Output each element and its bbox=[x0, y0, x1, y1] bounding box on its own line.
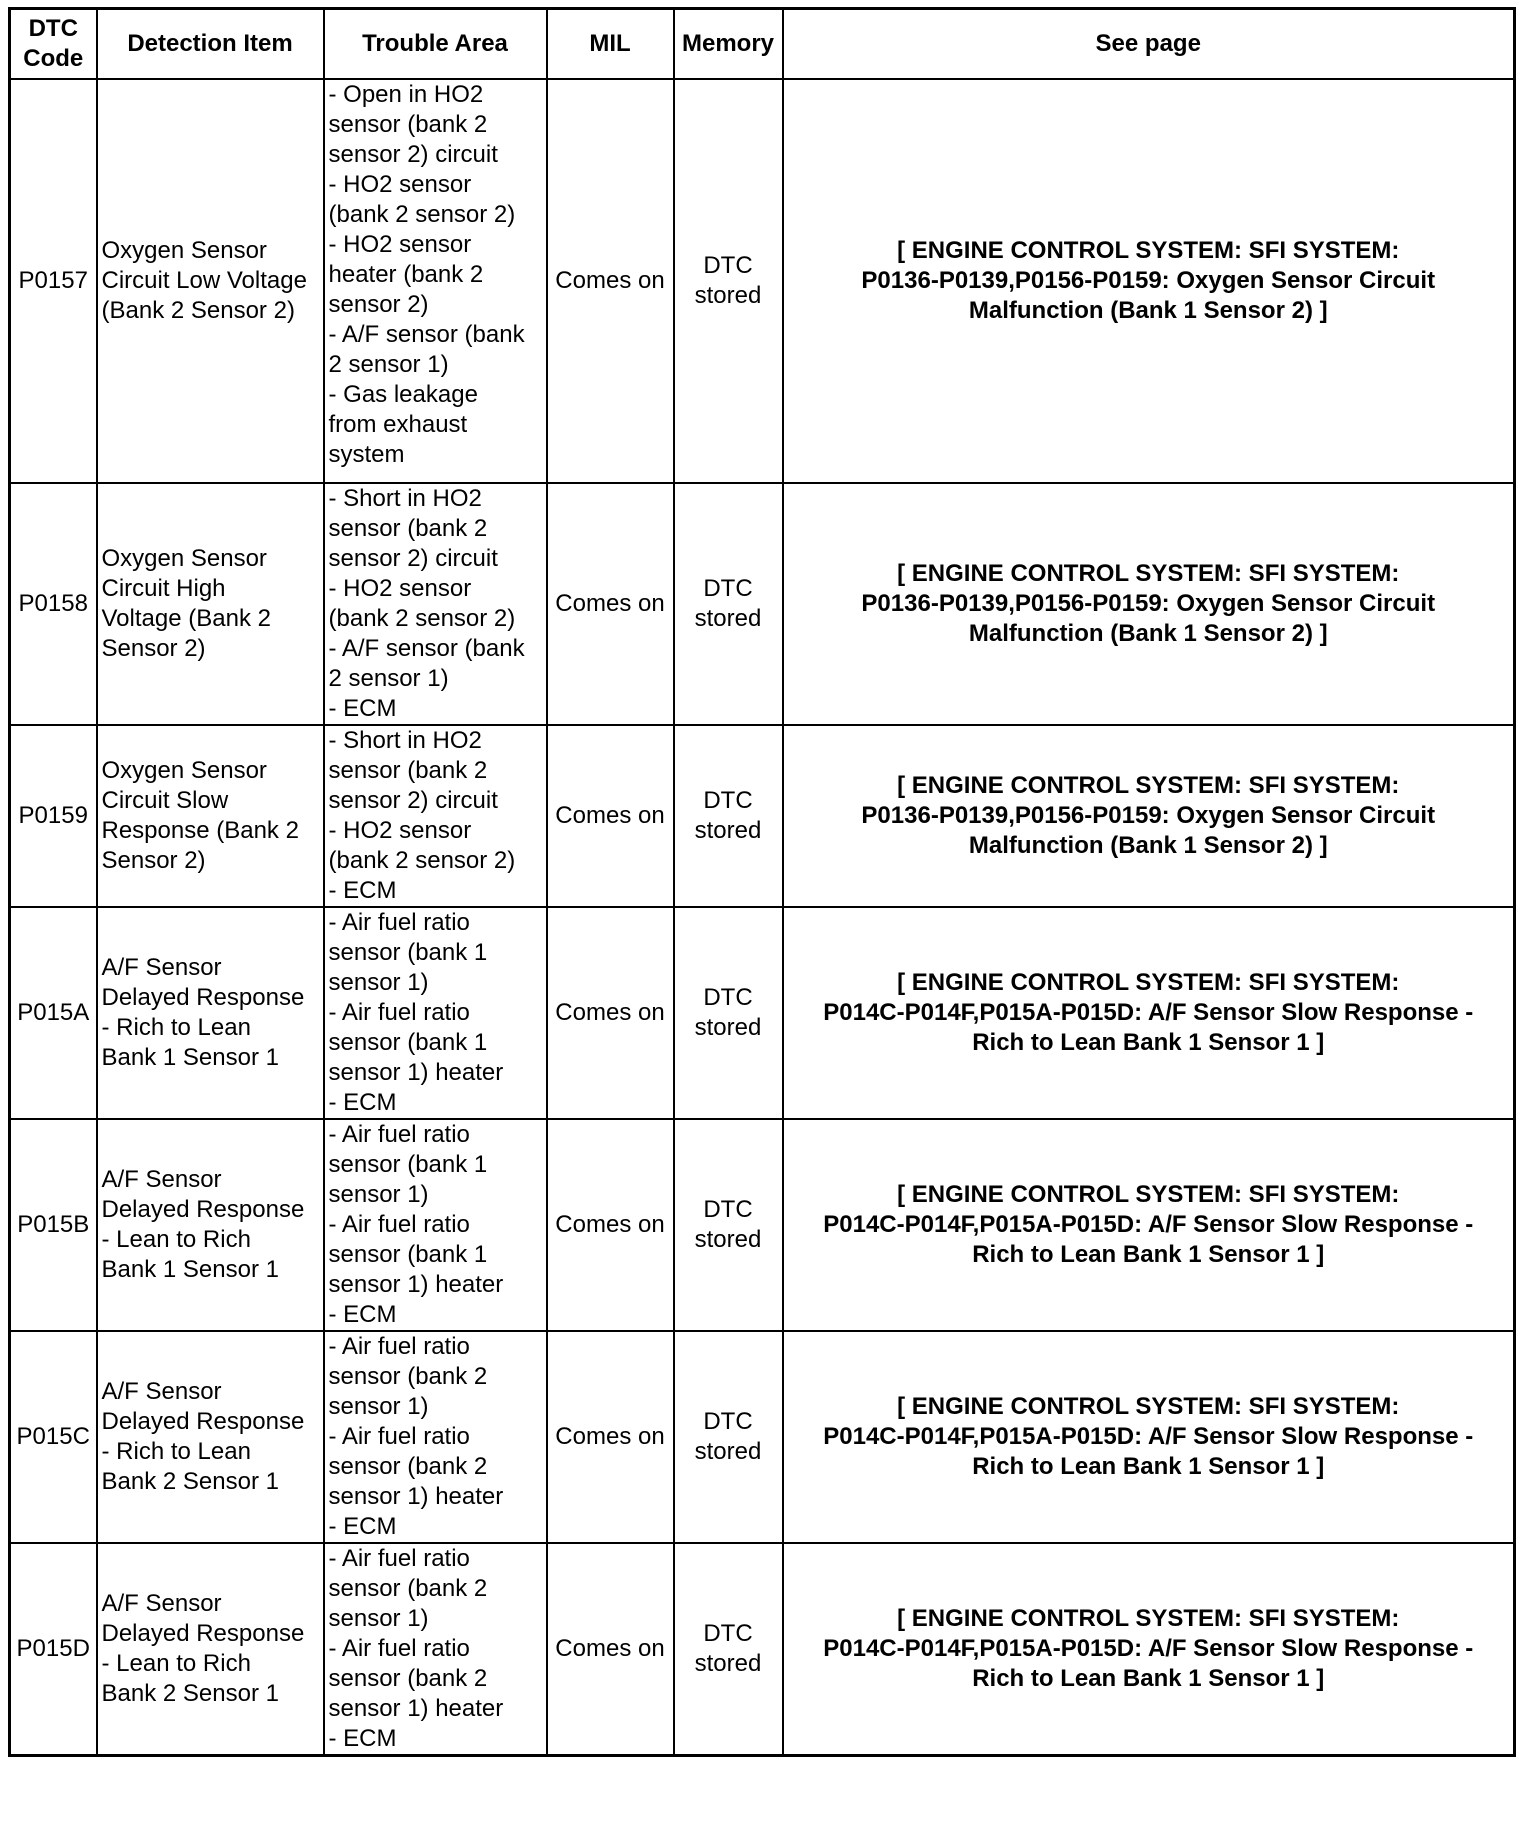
table-row bbox=[10, 1119, 1515, 1331]
trouble-area-line: sensor 1) heater bbox=[328, 1059, 504, 1086]
detection-item-line: Bank 2 Sensor 1 bbox=[101, 1468, 279, 1495]
trouble-area-line: - HO2 sensor bbox=[328, 231, 472, 258]
see-page-line: [ ENGINE CONTROL SYSTEM: SFI SYSTEM: bbox=[897, 1181, 1400, 1208]
detection-item-line: - Lean to Rich bbox=[101, 1226, 251, 1253]
dtc-code-cell: P015C bbox=[10, 1331, 97, 1543]
see-page-line: Malfunction (Bank 1 Sensor 2) ] bbox=[968, 297, 1328, 324]
trouble-area-line: - Short in HO2 bbox=[328, 727, 482, 754]
trouble-area-line: 2 sensor 1) bbox=[328, 351, 449, 378]
trouble-area-line: sensor (bank 2 bbox=[328, 757, 488, 784]
trouble-area-line: sensor 1) bbox=[328, 1181, 429, 1208]
detection-item-cell bbox=[97, 1543, 324, 1756]
detection-item-line: Voltage (Bank 2 bbox=[101, 605, 271, 632]
dtc-code-cell: P0159 bbox=[10, 725, 97, 907]
memory-cell bbox=[674, 1543, 783, 1756]
trouble-area-line: - Air fuel ratio bbox=[328, 1121, 470, 1148]
header-dtc-code bbox=[10, 9, 97, 80]
detection-item-line: Circuit High bbox=[101, 575, 226, 602]
detection-item-line: Delayed Response bbox=[101, 984, 305, 1011]
detection-item-line: - Rich to Lean bbox=[101, 1438, 251, 1465]
see-page-cell bbox=[783, 79, 1515, 483]
see-page-line: P014C-P014F,P015A-P015D: A/F Sensor Slow Response - bbox=[823, 1211, 1474, 1238]
trouble-area-line: - Open in HO2 bbox=[328, 81, 484, 108]
trouble-area-line: sensor (bank 2 bbox=[328, 1363, 488, 1390]
detection-item-line: A/F Sensor bbox=[101, 954, 222, 981]
detection-item-line: Oxygen Sensor bbox=[101, 237, 267, 264]
trouble-area-line: - A/F sensor (bank bbox=[328, 321, 525, 348]
mil-cell: Comes on bbox=[547, 725, 674, 907]
detection-item-line: Sensor 2) bbox=[101, 847, 206, 874]
see-page-line: P014C-P014F,P015A-P015D: A/F Sensor Slow Response - bbox=[823, 1635, 1474, 1662]
detection-item-line: Delayed Response bbox=[101, 1196, 305, 1223]
mil-cell: Comes on bbox=[547, 1543, 674, 1756]
see-page-line: P0136-P0139,P0156-P0159: Oxygen Sensor Circuit bbox=[861, 802, 1436, 829]
dtc-code-cell: P0157 bbox=[10, 79, 97, 483]
trouble-area-line: - Air fuel ratio bbox=[328, 1635, 470, 1662]
header-detection-item: Detection Item bbox=[97, 9, 324, 80]
memory-line: DTC bbox=[703, 1196, 753, 1223]
memory-cell bbox=[674, 1119, 783, 1331]
trouble-area-line: sensor 2) circuit bbox=[328, 141, 498, 168]
see-page-line: P014C-P014F,P015A-P015D: A/F Sensor Slow Response - bbox=[823, 999, 1474, 1026]
header-memory: Memory bbox=[674, 9, 783, 80]
header-trouble-area: Trouble Area bbox=[324, 9, 547, 80]
memory-line: stored bbox=[694, 817, 762, 844]
see-page-line: Rich to Lean Bank 1 Sensor 1 ] bbox=[972, 1453, 1325, 1480]
header-mil: MIL bbox=[547, 9, 674, 80]
header-dtc-code-line: DTC bbox=[28, 15, 78, 42]
memory-line: stored bbox=[694, 1650, 762, 1677]
table-row bbox=[10, 1331, 1515, 1543]
memory-line: DTC bbox=[703, 575, 753, 602]
trouble-area-cell bbox=[324, 1331, 547, 1543]
trouble-area-line: sensor (bank 2 bbox=[328, 111, 488, 138]
trouble-area-line: from exhaust bbox=[328, 411, 468, 438]
detection-item-line: Circuit Low Voltage bbox=[101, 267, 307, 294]
dtc-code-cell: P015D bbox=[10, 1543, 97, 1756]
trouble-area-line: - Air fuel ratio bbox=[328, 1545, 470, 1572]
memory-line: stored bbox=[694, 605, 762, 632]
detection-item-cell bbox=[97, 907, 324, 1119]
trouble-area-line: sensor 1) bbox=[328, 1393, 429, 1420]
trouble-area-line: system bbox=[328, 441, 405, 468]
memory-line: stored bbox=[694, 1226, 762, 1253]
trouble-area-line: - HO2 sensor bbox=[328, 575, 472, 602]
memory-line: DTC bbox=[703, 1620, 753, 1647]
see-page-line: Rich to Lean Bank 1 Sensor 1 ] bbox=[972, 1241, 1325, 1268]
trouble-area-line: sensor (bank 1 bbox=[328, 1029, 488, 1056]
memory-cell bbox=[674, 79, 783, 483]
trouble-area-line: (bank 2 sensor 2) bbox=[328, 847, 516, 874]
trouble-area-line: sensor (bank 1 bbox=[328, 939, 488, 966]
trouble-area-line: sensor (bank 2 bbox=[328, 1453, 488, 1480]
detection-item-cell bbox=[97, 79, 324, 483]
detection-item-cell bbox=[97, 1331, 324, 1543]
see-page-line: [ ENGINE CONTROL SYSTEM: SFI SYSTEM: bbox=[897, 560, 1400, 587]
memory-cell bbox=[674, 483, 783, 725]
trouble-area-line: sensor 1) bbox=[328, 1605, 429, 1632]
trouble-area-line: - ECM bbox=[328, 877, 397, 904]
see-page-line: P0136-P0139,P0156-P0159: Oxygen Sensor Circuit bbox=[861, 590, 1436, 617]
trouble-area-line: sensor (bank 2 bbox=[328, 1665, 488, 1692]
trouble-area-cell bbox=[324, 907, 547, 1119]
mil-cell: Comes on bbox=[547, 1119, 674, 1331]
header-see-page: See page bbox=[783, 9, 1515, 80]
trouble-area-line: - ECM bbox=[328, 1725, 397, 1752]
see-page-line: P0136-P0139,P0156-P0159: Oxygen Sensor Circuit bbox=[861, 267, 1436, 294]
trouble-area-line: sensor 2) circuit bbox=[328, 787, 498, 814]
detection-item-line: Bank 2 Sensor 1 bbox=[101, 1680, 279, 1707]
detection-item-line: Delayed Response bbox=[101, 1408, 305, 1435]
table-row bbox=[10, 79, 1515, 483]
see-page-cell bbox=[783, 725, 1515, 907]
memory-line: DTC bbox=[703, 1408, 753, 1435]
detection-item-cell bbox=[97, 483, 324, 725]
see-page-cell bbox=[783, 1543, 1515, 1756]
trouble-area-line: sensor 1) bbox=[328, 969, 429, 996]
detection-item-cell bbox=[97, 1119, 324, 1331]
dtc-code-cell: P0158 bbox=[10, 483, 97, 725]
see-page-cell bbox=[783, 1331, 1515, 1543]
table-row bbox=[10, 483, 1515, 725]
mil-cell: Comes on bbox=[547, 907, 674, 1119]
detection-item-line: - Rich to Lean bbox=[101, 1014, 251, 1041]
see-page-line: [ ENGINE CONTROL SYSTEM: SFI SYSTEM: bbox=[897, 969, 1400, 996]
memory-cell bbox=[674, 907, 783, 1119]
trouble-area-line: (bank 2 sensor 2) bbox=[328, 605, 516, 632]
see-page-line: Malfunction (Bank 1 Sensor 2) ] bbox=[968, 832, 1328, 859]
dtc-table bbox=[8, 7, 1516, 1757]
trouble-area-cell bbox=[324, 1543, 547, 1756]
memory-line: stored bbox=[694, 1438, 762, 1465]
detection-item-line: A/F Sensor bbox=[101, 1590, 222, 1617]
table-header-row bbox=[10, 9, 1515, 80]
trouble-area-line: - A/F sensor (bank bbox=[328, 635, 525, 662]
see-page-line: Rich to Lean Bank 1 Sensor 1 ] bbox=[972, 1665, 1325, 1692]
trouble-area-line: 2 sensor 1) bbox=[328, 665, 449, 692]
trouble-area-line: sensor 2) circuit bbox=[328, 545, 498, 572]
see-page-line: [ ENGINE CONTROL SYSTEM: SFI SYSTEM: bbox=[897, 1393, 1400, 1420]
trouble-area-line: sensor (bank 2 bbox=[328, 515, 488, 542]
trouble-area-line: sensor (bank 2 bbox=[328, 1575, 488, 1602]
detection-item-line: Oxygen Sensor bbox=[101, 545, 267, 572]
memory-line: DTC bbox=[703, 984, 753, 1011]
see-page-line: P014C-P014F,P015A-P015D: A/F Sensor Slow Response - bbox=[823, 1423, 1474, 1450]
table-row bbox=[10, 725, 1515, 907]
trouble-area-cell bbox=[324, 725, 547, 907]
trouble-area-line: (bank 2 sensor 2) bbox=[328, 201, 516, 228]
trouble-area-line: heater (bank 2 bbox=[328, 261, 484, 288]
trouble-area-line: - ECM bbox=[328, 695, 397, 722]
trouble-area-line: - HO2 sensor bbox=[328, 171, 472, 198]
trouble-area-line: sensor 1) heater bbox=[328, 1695, 504, 1722]
trouble-area-cell bbox=[324, 483, 547, 725]
trouble-area-line: - Air fuel ratio bbox=[328, 1423, 470, 1450]
dtc-code-cell: P015A bbox=[10, 907, 97, 1119]
dtc-code-cell: P015B bbox=[10, 1119, 97, 1331]
memory-line: DTC bbox=[703, 252, 753, 279]
detection-item-line: A/F Sensor bbox=[101, 1166, 222, 1193]
see-page-line: [ ENGINE CONTROL SYSTEM: SFI SYSTEM: bbox=[897, 1605, 1400, 1632]
trouble-area-line: - Air fuel ratio bbox=[328, 1333, 470, 1360]
dtc-table-container bbox=[8, 7, 1513, 1757]
memory-cell bbox=[674, 1331, 783, 1543]
trouble-area-line: - Air fuel ratio bbox=[328, 999, 470, 1026]
trouble-area-line: sensor 1) heater bbox=[328, 1271, 504, 1298]
trouble-area-line: sensor 1) heater bbox=[328, 1483, 504, 1510]
trouble-area-cell bbox=[324, 79, 547, 483]
trouble-area-line: - ECM bbox=[328, 1089, 397, 1116]
mil-cell: Comes on bbox=[547, 483, 674, 725]
header-dtc-code-line: Code bbox=[23, 45, 84, 72]
trouble-area-line: sensor 2) bbox=[328, 291, 429, 318]
detection-item-line: Sensor 2) bbox=[101, 635, 206, 662]
trouble-area-line: sensor (bank 1 bbox=[328, 1241, 488, 1268]
trouble-area-line: - ECM bbox=[328, 1301, 397, 1328]
detection-item-line: Bank 1 Sensor 1 bbox=[101, 1044, 279, 1071]
mil-cell: Comes on bbox=[547, 1331, 674, 1543]
mil-cell: Comes on bbox=[547, 79, 674, 483]
detection-item-line: Circuit Slow bbox=[101, 787, 229, 814]
see-page-cell bbox=[783, 1119, 1515, 1331]
trouble-area-line: - Short in HO2 bbox=[328, 485, 482, 512]
trouble-area-line: - Gas leakage bbox=[328, 381, 478, 408]
trouble-area-line: - HO2 sensor bbox=[328, 817, 472, 844]
memory-cell bbox=[674, 725, 783, 907]
detection-item-line: Oxygen Sensor bbox=[101, 757, 267, 784]
detection-item-cell bbox=[97, 725, 324, 907]
see-page-line: [ ENGINE CONTROL SYSTEM: SFI SYSTEM: bbox=[897, 772, 1400, 799]
table-row bbox=[10, 1543, 1515, 1756]
trouble-area-line: - ECM bbox=[328, 1513, 397, 1540]
trouble-area-line: - Air fuel ratio bbox=[328, 1211, 470, 1238]
see-page-line: Malfunction (Bank 1 Sensor 2) ] bbox=[968, 620, 1328, 647]
memory-line: stored bbox=[694, 282, 762, 309]
see-page-cell bbox=[783, 907, 1515, 1119]
memory-line: stored bbox=[694, 1014, 762, 1041]
trouble-area-line: sensor (bank 1 bbox=[328, 1151, 488, 1178]
table-row bbox=[10, 907, 1515, 1119]
detection-item-line: - Lean to Rich bbox=[101, 1650, 251, 1677]
detection-item-line: Delayed Response bbox=[101, 1620, 305, 1647]
detection-item-line: Bank 1 Sensor 1 bbox=[101, 1256, 279, 1283]
see-page-line: [ ENGINE CONTROL SYSTEM: SFI SYSTEM: bbox=[897, 237, 1400, 264]
trouble-area-cell bbox=[324, 1119, 547, 1331]
see-page-line: Rich to Lean Bank 1 Sensor 1 ] bbox=[972, 1029, 1325, 1056]
detection-item-line: A/F Sensor bbox=[101, 1378, 222, 1405]
memory-line: DTC bbox=[703, 787, 753, 814]
trouble-area-line: - Air fuel ratio bbox=[328, 909, 470, 936]
see-page-cell bbox=[783, 483, 1515, 725]
detection-item-line: (Bank 2 Sensor 2) bbox=[101, 297, 295, 324]
detection-item-line: Response (Bank 2 bbox=[101, 817, 299, 844]
